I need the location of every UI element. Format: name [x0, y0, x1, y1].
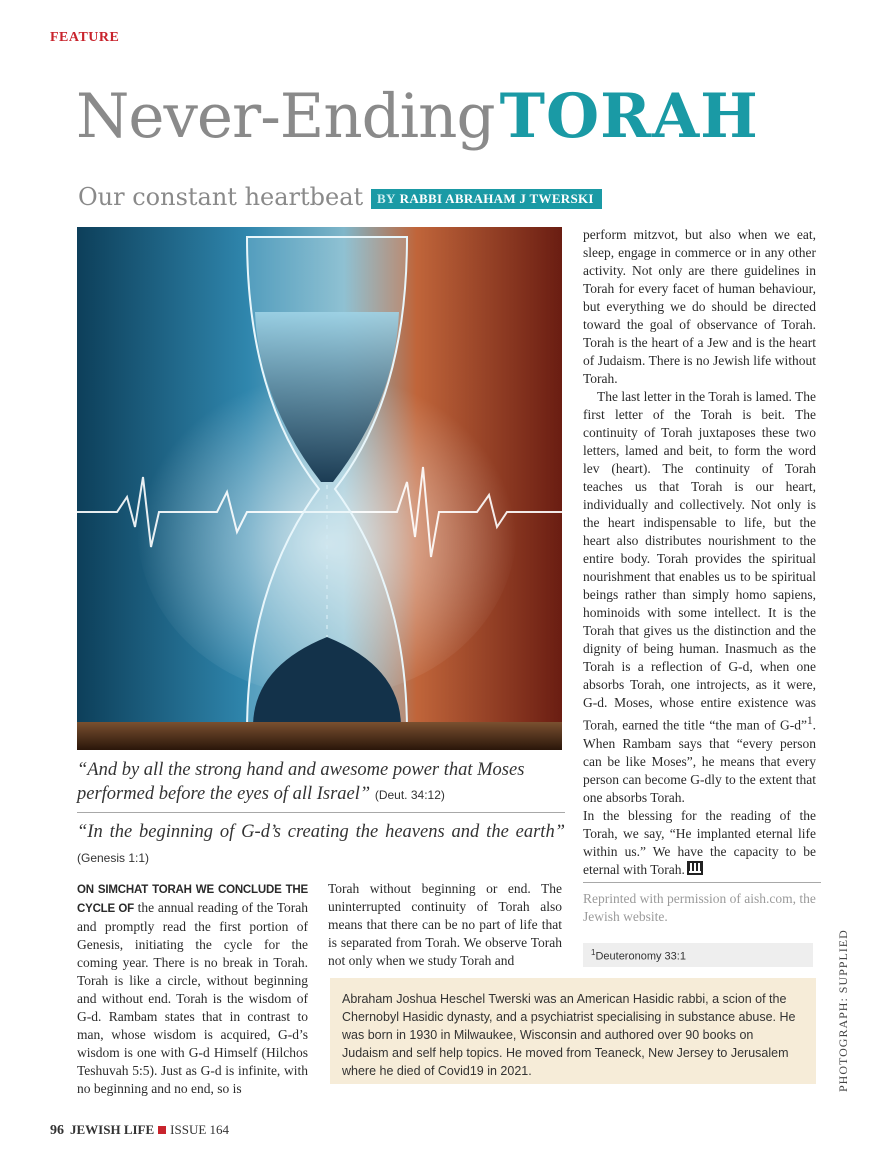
byline-author: RABBI ABRAHAM J TWERSKI — [399, 191, 594, 206]
paragraph-1: perform mitzvot, but also when we eat, sleep, engage in commerce or in any other activity. Not only are there guidelines in Torah for every facet of human behaviour, but everything we do should be directed toward the goal of observance of Torah. Torah is the heart of a Jew and is the heart of Judaism. There is no Jewish life without Torah. — [583, 227, 816, 386]
title-light: Never-Ending — [76, 81, 495, 152]
subtitle: Our constant heartbeat — [78, 183, 364, 211]
photo-credit: PHOTOGRAPH: SUPPLIED — [836, 929, 850, 1092]
body-column-2: Torah without beginning or end. The uninterrupted continuity of Torah also means that there can be no part of life that is separated from Torah. We observe Torah not only when we study Torah and — [328, 881, 562, 968]
page-title — [76, 81, 759, 152]
byline — [371, 189, 602, 209]
body-column-1 — [77, 880, 308, 1098]
body-column-3 — [583, 226, 816, 880]
body-column-1-text: the annual reading of the Torah and promptly read the first portion of Genesis, initiating the cycle for the coming year. There is no break in Torah. Torah is like a circle, without beginning and without end. Torah is the wisdom of G-d. Rambam states that in contrast to man, whose wisdom is acquired, G-d’s wisdom is one with G-d Himself (Hilchos Teshuvah 5:5). Just as G-d is infinite, with no beginning and no end, so is — [77, 900, 308, 1096]
lead-in: ON SIMCHAT TORAH WE CONCLUDE THE CYCLE OF — [77, 884, 308, 915]
section-label: FEATURE — [50, 30, 120, 45]
page-number: 96 — [50, 1123, 64, 1138]
quote-deuteronomy-ref: (Deut. 34:12) — [374, 788, 445, 802]
paragraph-2-text: The last letter in the Torah is lamed. The first letter of the Torah is beit. The continuity of Torah juxtaposes these two letters, lamed and beit, to form the word lev (heart). The continuity of Torah teaches us that Torah is our heart, individually and collectively. Not only is the heart indispensable to life, but the heart also distributes nourishment to the entire body. Torah provides the spiritual nourishment that enables us to be spiritual beings rather than simply homo sapiens, hominoids with some intellect. It is the Torah that gives us the distinction and the dignity of being human. Inasmuch as the Torah is a reflection of G-d, when one absorbs Torah, one introjects, as it were, G-d. Moses, whose entire existence was Torah, earned the title “the man of G-d” — [583, 389, 816, 733]
title-bold: TORAH — [499, 81, 759, 152]
divider — [77, 812, 565, 813]
end-mark-icon — [687, 861, 703, 880]
divider — [583, 882, 821, 883]
author-bio-box: Abraham Joshua Heschel Twerski was an American Hasidic rabbi, a scion of the Chernobyl Hasidic dynasty, and a psychiatrist specialising in substance abuse. He was born in 1930 in Milwaukee, Wisconsin and authored over 90 books on Judaism and self help topics. He moved from Teaneck, New Jersey to Jerusalem where he died of Covid19 in 2021. — [330, 978, 816, 1084]
footnote-ref: 1 — [807, 715, 813, 727]
paragraph-2-end: . When Rambam says that “every person can be like Moses”, he means that every person can become G-dly to the extent that one absorbs Torah. — [583, 717, 816, 805]
hourglass-photo — [77, 227, 562, 750]
quote-genesis-ref: (Genesis 1:1) — [77, 851, 150, 865]
quote-deuteronomy — [77, 758, 565, 807]
footnote — [583, 943, 813, 967]
footnote-number: 1 — [591, 948, 596, 957]
issue-number: ISSUE 164 — [170, 1122, 230, 1137]
byline-by: BY — [377, 191, 396, 206]
paragraph-2 — [583, 388, 816, 807]
footnote-text: Deuteronomy 33:1 — [595, 950, 686, 963]
quote-genesis-text: “In the beginning of G-d’s creating the heavens and the earth” — [77, 822, 565, 842]
paragraph-3 — [583, 807, 816, 880]
magazine-name: JEWISH LIFE — [70, 1122, 155, 1137]
reprint-note: Reprinted with permission of aish.com, the Jewish website. — [583, 891, 816, 924]
quote-deuteronomy-text: “And by all the strong hand and awesome power that Moses performed before the eyes of all Israel” — [77, 760, 525, 804]
paragraph-3-text: In the blessing for the reading of the Torah, we say, “He implanted eternal life within us.” We have the capacity to be eternal with Torah. — [583, 807, 816, 877]
separator-square-icon — [158, 1126, 166, 1134]
photo-table — [77, 722, 562, 750]
folio — [50, 1122, 229, 1139]
